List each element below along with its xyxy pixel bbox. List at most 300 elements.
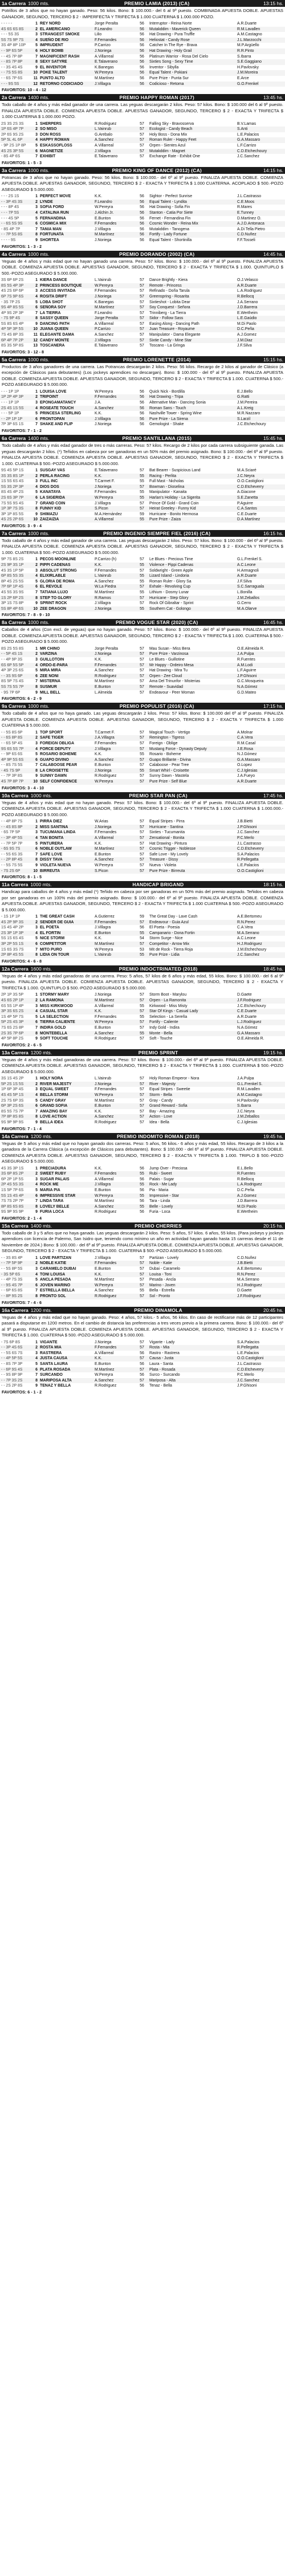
runner-horse: THE GREAT CASH bbox=[39, 914, 93, 920]
runner-jockey: K.K. bbox=[93, 1109, 136, 1115]
runner-row bbox=[0, 490, 285, 495]
runner-horse: ELIXIRLABLE bbox=[39, 573, 93, 579]
race-distance: 1200 mts. bbox=[30, 1307, 52, 1313]
runner-row bbox=[0, 1082, 285, 1087]
runner-trainer: S.A.Palacios bbox=[236, 852, 285, 858]
runner-jockey: E.Bunton bbox=[93, 1025, 136, 1031]
runner-pedigree: Dance Brightly - Kiera bbox=[148, 278, 236, 283]
runner-weight: 57 bbox=[136, 321, 148, 327]
runner-form: 5P 2S 4S 3P bbox=[0, 1020, 30, 1025]
runner-form: 4P 9S 2P 3P bbox=[0, 311, 30, 316]
runner-pedigree: Falling Sky - Bravosserva bbox=[148, 121, 236, 127]
runner-trainer: C.J.Iglesias bbox=[236, 1120, 285, 1126]
runner-number: 8 bbox=[30, 768, 39, 774]
runner-weight: 57 bbox=[136, 1009, 148, 1014]
race-post-time: 13:15 hs. bbox=[263, 1, 283, 6]
runner-form: 4S 2S 2P 6S bbox=[0, 517, 30, 523]
race-prize-name: PREMIO INDOMITO ROMAN (2018) bbox=[116, 1133, 200, 1139]
runner-row bbox=[0, 143, 285, 149]
race-favorites: FAVORITOS: 6 - 2 - 9 bbox=[2, 696, 42, 702]
runner-weight: 57 bbox=[136, 596, 148, 601]
runner-jockey: J.Villagra bbox=[93, 81, 136, 87]
runner-row bbox=[0, 557, 285, 563]
runner-trainer: L.A.Rodriguez bbox=[236, 1182, 285, 1188]
runners-table bbox=[0, 730, 285, 785]
runner-row bbox=[0, 1266, 285, 1272]
runner-pedigree: Action - Love bbox=[148, 1114, 236, 1120]
runner-weight: 55 bbox=[136, 563, 148, 568]
runner-form: - - 8P 9S 2S bbox=[0, 1294, 30, 1299]
runner-form: - - 9P 6S 6S bbox=[0, 752, 30, 757]
runner-horse: SANTA LAURA bbox=[39, 1362, 93, 1367]
runner-jockey: W.La Piedra bbox=[93, 584, 136, 590]
runner-trainer: G.Ratti bbox=[236, 394, 285, 400]
runner-horse: ACCESS INVITADA bbox=[39, 288, 93, 294]
runner-jockey: M.Martínez bbox=[93, 846, 136, 852]
runners-table bbox=[0, 389, 285, 427]
runner-weight: 56 bbox=[136, 1188, 148, 1193]
runner-pedigree: Interruptor - Reina Norte bbox=[148, 21, 236, 27]
runner-row bbox=[0, 32, 285, 38]
runner-row bbox=[0, 127, 285, 132]
runner-form: 1P 3P 7S 3S bbox=[0, 506, 30, 512]
runner-number: 6 bbox=[30, 417, 39, 422]
runner-row bbox=[0, 149, 285, 154]
runner-horse: LA CROISETTE bbox=[39, 768, 93, 774]
runner-trainer: J.M.Diaz bbox=[236, 338, 285, 344]
runner-number: 5 bbox=[30, 1362, 39, 1367]
runner-row bbox=[0, 300, 285, 305]
runner-trainer: C.D.Etcheverry bbox=[236, 1367, 285, 1373]
runner-row bbox=[0, 1383, 285, 1389]
runner-weight: 57 bbox=[136, 684, 148, 690]
runner-trainer: J.C.Etchechoury bbox=[236, 422, 285, 427]
runner-weight: 57 bbox=[136, 920, 148, 926]
runner-horse: FORTUNATA bbox=[39, 232, 93, 238]
runner-weight: 57 bbox=[136, 1340, 148, 1346]
runner-pedigree: Stanton - Catia Por Siete bbox=[148, 210, 236, 216]
runner-number: 2 bbox=[30, 283, 39, 289]
runner-number: 7 bbox=[30, 852, 39, 858]
runner-pedigree: Hurricane - Step Glory bbox=[148, 596, 236, 601]
runner-trainer: P.Aguirre bbox=[236, 501, 285, 507]
runner-horse: RETORNO CODICIADO bbox=[39, 81, 93, 87]
runner-number: 2 bbox=[30, 735, 39, 741]
runner-row bbox=[0, 657, 285, 663]
race-distance: 1000 mts. bbox=[30, 792, 52, 798]
runner-weight: 57 bbox=[136, 747, 148, 752]
runner-horse: GRAND SOFIA bbox=[39, 1103, 93, 1109]
runner-jockey: A.Villarreal bbox=[93, 517, 136, 523]
runner-form: 5S 1S 6S 4S bbox=[0, 936, 30, 941]
runner-row bbox=[0, 294, 285, 300]
runner-pedigree: Le Blues - Precious Time bbox=[148, 557, 236, 563]
race-number: 1a Carrera bbox=[2, 1, 26, 6]
race-favorites: FAVORITOS: 7 - 1 - 2 bbox=[2, 428, 42, 433]
runner-trainer: J.D.Barrera bbox=[236, 1199, 285, 1204]
race-conditions: Potrillos de 3 años que no hayan ganado. Peso: 56 kilos. Bono: $ 100.000.- del 6 al 9º puesto. COMBINADA APUESTA DOBLE. APUESTAS GANADOR, SEGUNDO, TERCERO $ 2 - IMPERFECTA Y TRIFECTA $ 1.000 CUATERNA $ 1.000.000 POZO. bbox=[2, 8, 283, 19]
runner-weight: 57 bbox=[136, 584, 148, 590]
runner-jockey: F.Fernandes bbox=[93, 1087, 136, 1093]
runner-horse: COSMICA MIX bbox=[39, 221, 93, 227]
runner-row bbox=[0, 674, 285, 679]
runner-weight: 55 bbox=[136, 752, 148, 757]
runner-horse: DON ROSS bbox=[39, 132, 93, 138]
runner-trainer: S.Ibarra bbox=[236, 54, 285, 60]
runner-form: - - 3S 4S 4S bbox=[0, 65, 30, 71]
runner-row bbox=[0, 690, 285, 696]
runner-pedigree: Exhale - Revolving Cup bbox=[148, 584, 236, 590]
runner-form: 3P 2P 5S 1S bbox=[0, 941, 30, 947]
runner-horse: EL FORTIN bbox=[39, 931, 93, 936]
runner-row bbox=[0, 1120, 285, 1126]
runner-trainer: J.L.Castrasso bbox=[236, 1362, 285, 1367]
runner-row bbox=[0, 651, 285, 657]
runner-form: 1P 6S 4P 7P bbox=[0, 127, 30, 132]
runners-table bbox=[0, 1076, 285, 1125]
runner-number: 6 bbox=[30, 941, 39, 947]
runner-trainer: S.Larzil bbox=[236, 417, 285, 422]
runner-row bbox=[0, 763, 285, 768]
runner-weight: 57 bbox=[136, 300, 148, 305]
runner-trainer: J.M.Pereira bbox=[236, 400, 285, 406]
runner-weight: 57 bbox=[136, 149, 148, 154]
runner-weight: 57 bbox=[136, 668, 148, 674]
runner-trainer: J.A.Pulpa bbox=[236, 1076, 285, 1082]
runner-number: 11 bbox=[30, 332, 39, 338]
runner-form: 2P 1P 3S 5P bbox=[0, 992, 30, 998]
runner-form: - - 7P 5P 7P bbox=[0, 841, 30, 847]
runner-row bbox=[0, 132, 285, 138]
race-block bbox=[0, 1133, 285, 1222]
runner-form: 1S 4S 4P 2P bbox=[0, 925, 30, 931]
runner-horse: PINTURERA bbox=[39, 841, 93, 847]
runner-horse: FULL INC bbox=[39, 479, 93, 484]
runner-number: 4 bbox=[30, 484, 39, 490]
runner-number: 6 bbox=[30, 495, 39, 501]
runner-row bbox=[0, 596, 285, 601]
runner-trainer: O.J.Velasco bbox=[236, 278, 285, 283]
runner-horse: TONI LOUISA bbox=[39, 1272, 93, 1278]
runner-form: - 3S 7P 2S bbox=[0, 300, 30, 305]
runner-horse: PRINCESA STERLING bbox=[39, 411, 93, 417]
runner-form: - - 7P 3P 8S bbox=[0, 773, 30, 779]
runner-pedigree: Ama Del Trinunfor - Misterias bbox=[148, 679, 236, 684]
runner-trainer: S.E.Gaggiano bbox=[236, 59, 285, 65]
runner-horse: VIGANTE bbox=[39, 1340, 93, 1346]
runner-row bbox=[0, 1031, 285, 1037]
race-block bbox=[0, 0, 285, 94]
runner-pedigree: Hat Drawing - Sofia Fin bbox=[148, 205, 236, 210]
runner-horse: TATIANA LUJO bbox=[39, 590, 93, 596]
runner-horse: SUGAR PALAIS bbox=[39, 1177, 93, 1183]
runner-weight: 57 bbox=[136, 773, 148, 779]
runner-horse: MIRA MIRA bbox=[39, 668, 93, 674]
runner-jockey: A.Villarreal bbox=[93, 1351, 136, 1356]
runner-trainer: E.Wertheim bbox=[236, 1209, 285, 1215]
runner-pedigree: Platinum Warrior - Rosa Del Cielo bbox=[148, 54, 236, 60]
runner-horse: MR CHINO bbox=[39, 646, 93, 652]
runner-pedigree: Equal Talent - Lyndita bbox=[148, 199, 236, 205]
runner-trainer: J.E.Rosa bbox=[236, 747, 285, 752]
runner-weight: 55 bbox=[136, 573, 148, 579]
runner-horse: JOVEN MARINO bbox=[39, 1283, 93, 1289]
runner-weight: 57 bbox=[136, 1266, 148, 1272]
runner-weight: 56 bbox=[136, 38, 148, 43]
runner-weight: 55 bbox=[136, 952, 148, 958]
runner-pedigree: Soldwright - Green Apple bbox=[148, 568, 236, 574]
race-favorites: FAVORITOS: 3 - 9 - 4 bbox=[2, 523, 42, 528]
runner-weight: 57 bbox=[136, 679, 148, 684]
runner-weight: 56 bbox=[136, 227, 148, 233]
race-post-time: 17:45 hs. bbox=[263, 792, 283, 798]
runner-horse: ZEE DRAGON bbox=[39, 606, 93, 612]
runner-pedigree: Prince Of Gold - Grand Coin bbox=[148, 501, 236, 507]
runner-jockey: K.Banegas bbox=[93, 65, 136, 71]
race-prize-name: PREMIO CHERRIES bbox=[135, 1222, 182, 1229]
runner-pedigree: Bella - Estrella bbox=[148, 1288, 236, 1294]
runner-horse: LINDA TARA bbox=[39, 1199, 93, 1204]
runner-horse: TANIA MAN bbox=[39, 227, 93, 233]
runner-jockey: A.Sanchez bbox=[93, 1204, 136, 1210]
runner-pedigree: Harlan's Holiday - La Sigerita bbox=[148, 495, 236, 501]
runner-weight: 56 bbox=[136, 1209, 148, 1215]
runner-number: 1 bbox=[30, 1166, 39, 1172]
runner-row bbox=[0, 517, 285, 523]
runner-horse: GLORIA DE ROMA bbox=[39, 579, 93, 585]
runner-trainer: A.R.Duarte bbox=[236, 283, 285, 289]
runner-jockey: P.Carrizo bbox=[93, 327, 136, 332]
runner-form: - - 3P 4S 3S bbox=[0, 199, 30, 205]
runner-pedigree: Bat Bearer - Suspicious Land bbox=[148, 468, 236, 474]
runner-row bbox=[0, 679, 285, 684]
runner-row bbox=[0, 1166, 285, 1172]
runner-number: 5 bbox=[30, 1277, 39, 1283]
runner-row bbox=[0, 835, 285, 841]
runner-row bbox=[0, 1020, 285, 1025]
race-conditions: Yeguas de 4 años y más edad que no hayan ganado. Peso: 57 kilos. Bono: $ 100.000.- del 6º al 9º puesto. FINALIZA APUESTA DOBLE. COMIENZA APUESTA DOBLE. APUESTAS GANADOR, SEGUNDO, TERCERO $ 2 - EXACTA Y TRIFECTA $ 1.000 CUATERNA $ 1.000.000.-POZO ASEGURADO $ 5.000.000. bbox=[2, 800, 283, 817]
runner-pedigree: Tenaz - Bella bbox=[148, 1383, 236, 1389]
runner-form: - - 4P 9P 3S bbox=[0, 657, 30, 663]
race-post-time: 18:15 hs. bbox=[263, 882, 283, 888]
runner-row bbox=[0, 27, 285, 32]
runner-number: 4 bbox=[30, 931, 39, 936]
runner-row bbox=[0, 311, 285, 316]
runner-pedigree: Sixtie Candy - Mine Star bbox=[148, 338, 236, 344]
runner-jockey: A.Villarreal bbox=[93, 835, 136, 841]
runner-form: - 6S 9S 7S bbox=[0, 846, 30, 852]
runner-form: - - - 5S 3S bbox=[0, 32, 30, 38]
runner-horse: JUSTA CAUSA bbox=[39, 1356, 93, 1362]
runner-weight: 57 bbox=[136, 137, 148, 143]
runner-jockey: E.Bunton bbox=[93, 1188, 136, 1193]
race-number: 10a Carrera bbox=[2, 792, 28, 798]
runner-horse: SAFE LOVE bbox=[39, 852, 93, 858]
runner-form: 6P 7S 9P 6S bbox=[0, 294, 30, 300]
runner-weight: 57 bbox=[136, 763, 148, 768]
runner-jockey: R.Rodriguez bbox=[93, 1294, 136, 1299]
runner-form: - 7S 9P 4S bbox=[0, 316, 30, 321]
race-number: 12a Carrera bbox=[2, 965, 28, 972]
runner-trainer: L.Bonilla bbox=[236, 590, 285, 596]
race-prize-name: PREMIO POPULIST (2016) (CA) bbox=[119, 703, 194, 710]
runner-jockey: F.Fernandes bbox=[93, 490, 136, 495]
runner-trainer: O.E.Almeida R. bbox=[236, 1036, 285, 1042]
runner-row bbox=[0, 730, 285, 736]
runner-horse: SUSGAY VAS bbox=[39, 468, 93, 474]
runner-horse: MISTERNA bbox=[39, 679, 93, 684]
runner-horse: KANATAYA bbox=[39, 490, 93, 495]
runner-row bbox=[0, 992, 285, 998]
runners-table bbox=[0, 1166, 285, 1215]
runner-jockey: F.Fernandes bbox=[93, 1171, 136, 1177]
race-number: 7a Carrera bbox=[2, 530, 26, 536]
runner-form: - - 7P 5S 8S bbox=[0, 232, 30, 238]
runner-pedigree: Bay - Amazing bbox=[148, 1109, 236, 1115]
runner-number: 4 bbox=[30, 1009, 39, 1014]
runner-number: 6 bbox=[30, 1283, 39, 1289]
runner-horse: EL INVENTOR bbox=[39, 65, 93, 71]
runner-form: 4S 6S 2P 1P bbox=[0, 998, 30, 1004]
runner-trainer: A.Giacone bbox=[236, 490, 285, 495]
runner-pedigree: Vigante - Lady bbox=[148, 1340, 236, 1346]
runner-row bbox=[0, 474, 285, 479]
runner-number: 7 bbox=[30, 679, 39, 684]
race-conditions: Yeguas de 4 años y más edad que no hayan ganado una carrera. Peso: 57 kilos. Bono: $ 100.000.- del 6º al 9º puesto. FINALIZA APUESTA DOBLE. COMIENZA APUESTA DOBLE. APUESTAS GANADOR, SEGUNDO, TERCERO $ 2 - EXACTA Y TRIFECTA $ 1.000. QUINTUPLO $ 500.-POZO ASEGURADO $ 5.000.000. bbox=[2, 258, 283, 276]
runner-number: 3 bbox=[30, 1266, 39, 1272]
runner-number: 3 bbox=[30, 1087, 39, 1093]
runner-pedigree: Hurricane - Bonito Hermosa bbox=[148, 512, 236, 517]
runner-number: 5 bbox=[30, 490, 39, 495]
runner-pedigree: Grand Reward - Sofia bbox=[148, 1103, 236, 1109]
runner-row bbox=[0, 1199, 285, 1204]
runner-trainer: A.R.Duarte bbox=[236, 779, 285, 785]
runner-pedigree: Marino - Joven bbox=[148, 1283, 236, 1289]
runner-weight: 57 bbox=[136, 568, 148, 574]
runner-form: - - - - - bbox=[0, 21, 30, 27]
runner-weight: 57 bbox=[136, 1036, 148, 1042]
runner-horse: EPONGAMATANCY bbox=[39, 400, 93, 406]
runner-horse: ABSOLUT STRONG bbox=[39, 568, 93, 574]
runner-jockey: K.K. bbox=[93, 474, 136, 479]
runner-form: 4S 2S 3P 5S bbox=[0, 149, 30, 154]
runner-form: 8P 8S 6S 8S bbox=[0, 1204, 30, 1210]
runner-weight: 57 bbox=[136, 557, 148, 563]
race-block bbox=[0, 251, 285, 356]
race-block bbox=[0, 1049, 285, 1133]
runner-pedigree: Selection - La Sereña bbox=[148, 1014, 236, 1020]
runner-pedigree: Sixtieshot - Lobita Dear bbox=[148, 300, 236, 305]
runner-trainer: J.A.Serrano bbox=[236, 300, 285, 305]
runner-jockey: W.Pereyra bbox=[93, 947, 136, 953]
race-favorites: FAVORITOS: 7 - 1 - 4 bbox=[2, 1126, 42, 1131]
runner-jockey: W.Pereyra bbox=[93, 205, 136, 210]
runner-weight: 56 bbox=[136, 216, 148, 222]
runner-pedigree: Equal Stripes - Pirra bbox=[148, 819, 236, 825]
runner-pedigree: Competitor - Arrow Mix bbox=[148, 941, 236, 947]
runner-horse: MISS KIRKWOOD bbox=[39, 1004, 93, 1009]
runner-trainer: A.R.Duarte bbox=[236, 573, 285, 579]
runner-weight: 56 bbox=[136, 232, 148, 238]
runner-weight: 57 bbox=[136, 327, 148, 332]
runner-number: 9 bbox=[30, 1120, 39, 1126]
runner-number: 7 bbox=[30, 1372, 39, 1378]
race-header bbox=[0, 167, 285, 174]
runner-form: 5S 7S 9P 7S bbox=[0, 38, 30, 43]
runner-form: 3P 3S 6S 2S bbox=[0, 1009, 30, 1014]
runner-trainer: G.L.Frenkel S. bbox=[236, 1082, 285, 1087]
runner-pedigree: Fernet - Fernandina Fin bbox=[148, 216, 236, 222]
runner-horse: LIDIA ON TOUR bbox=[39, 952, 93, 958]
runner-form: - - 7P 3S 2S bbox=[0, 1378, 30, 1384]
runner-weight: 56 bbox=[136, 1166, 148, 1172]
runner-trainer: O.O.Castiglioni bbox=[236, 869, 285, 874]
runner-jockey: A.Sanchez bbox=[93, 579, 136, 585]
runner-number: 7 bbox=[30, 1199, 39, 1204]
race-favorites: FAVORITOS: 7 - 4 - 6 bbox=[2, 1299, 42, 1305]
runner-number: 7 bbox=[30, 1288, 39, 1294]
runner-row bbox=[0, 406, 285, 411]
runner-number: 10 bbox=[30, 327, 39, 332]
runner-weight: 56 bbox=[136, 32, 148, 38]
runner-jockey: A.Villarreal bbox=[93, 321, 136, 327]
runner-weight: 57 bbox=[136, 674, 148, 679]
runner-number: 10 bbox=[30, 606, 39, 612]
runner-pedigree: Impressive - Star bbox=[148, 1193, 236, 1199]
runner-horse: SHIMAZU bbox=[39, 512, 93, 517]
runner-jockey: A.Villarreal bbox=[93, 1177, 136, 1183]
runner-jockey: J.A.Villagra bbox=[93, 735, 136, 741]
runner-number: 1 bbox=[30, 1256, 39, 1261]
runner-horse: SEXY SATYRE bbox=[39, 59, 93, 65]
race-block bbox=[0, 965, 285, 1049]
runner-weight: 56 bbox=[136, 1383, 148, 1389]
runner-horse: MARIPOSA ALTA bbox=[39, 1378, 93, 1384]
runner-weight: 55 bbox=[136, 1193, 148, 1199]
runner-row bbox=[0, 76, 285, 81]
runner-weight: 56 bbox=[136, 417, 148, 422]
race-block bbox=[0, 530, 285, 619]
runner-jockey: S.Picon bbox=[93, 506, 136, 512]
runner-row bbox=[0, 741, 285, 747]
runner-jockey: G.Arebalo bbox=[93, 132, 136, 138]
runner-trainer: A.Di Tella Pietro bbox=[236, 227, 285, 233]
runner-trainer: N.A.Gómez bbox=[236, 1025, 285, 1031]
runner-number: 3 bbox=[30, 741, 39, 747]
runner-row bbox=[0, 998, 285, 1004]
runner-jockey: J.Villagra bbox=[93, 149, 136, 154]
runner-jockey: J.Villagra bbox=[93, 417, 136, 422]
runner-row bbox=[0, 1372, 285, 1378]
runner-row bbox=[0, 1272, 285, 1278]
runner-horse: STRANGEST SMOKE bbox=[39, 32, 93, 38]
runner-trainer: C.D.Etcheverry bbox=[236, 484, 285, 490]
race-header bbox=[0, 792, 285, 799]
runner-trainer: B.V.Lamas bbox=[236, 121, 285, 127]
runner-form: 3P 1S 7S 8P bbox=[0, 601, 30, 606]
runner-pedigree: Pure Prize - Zaiza bbox=[148, 517, 236, 523]
runner-number: 3 bbox=[30, 132, 39, 138]
runner-weight: 56 bbox=[136, 81, 148, 87]
runner-trainer: L.A.Rodriguez bbox=[236, 288, 285, 294]
runner-jockey: W.Pereyra bbox=[93, 70, 136, 76]
runner-pedigree: Refinado - Doña Tarula bbox=[148, 288, 236, 294]
runner-form: 2P 8P 4S 5S bbox=[0, 952, 30, 958]
runner-horse: SELF CONFIDENCE bbox=[39, 779, 93, 785]
runner-jockey: W.Pereyra bbox=[93, 1283, 136, 1289]
runner-trainer: A.M.Lodi bbox=[236, 663, 285, 669]
runner-form: 4S 2P 9P 3S bbox=[0, 920, 30, 926]
